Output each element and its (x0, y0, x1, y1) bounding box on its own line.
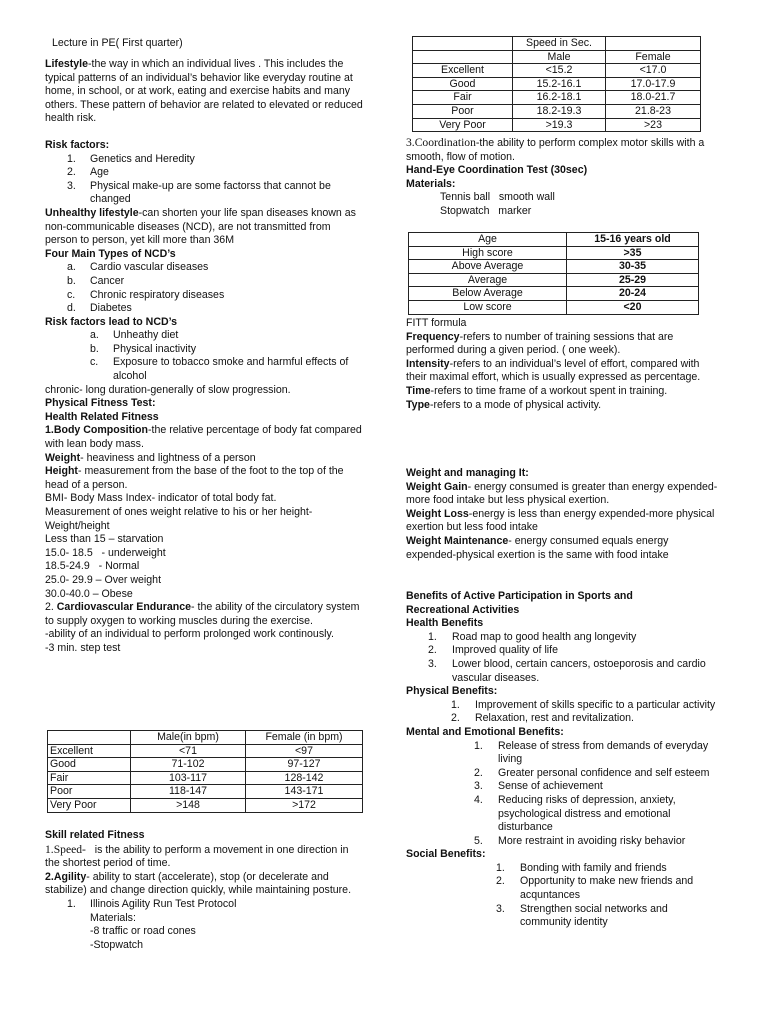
benefits-heading: Benefits of Active Participation in Sports and Recreational Activities (406, 590, 633, 616)
ncd-types-heading: Four Main Types of NCD’s (45, 247, 176, 260)
agility-definition: 2.Agility- ability to start (accelerate), stop (or decelerate and stabilize) and change direction quickly, while maintaining posture. (45, 870, 352, 897)
hand-eye-heading: Hand-Eye Coordination Test (30sec) (406, 164, 588, 177)
table-row: High score >35 (409, 246, 699, 260)
list-item: b. Cancer (67, 274, 125, 287)
list-item: 1. Release of stress from demands of everyday living (474, 739, 709, 766)
bmi-range: 25.0- 29.9 – Over weight (45, 573, 162, 586)
list-item: 1. Genetics and Heredity (67, 152, 195, 165)
list-item: 2. Greater personal confidence and self esteem (474, 766, 710, 779)
step-test-label: -3 min. step test (45, 641, 121, 654)
list-item: a. Cardio vascular diseases (67, 261, 209, 274)
ncd-risk-list (45, 329, 363, 383)
table-row: Fair 16.2-18.1 18.0-21.7 (413, 91, 701, 105)
mental-benefits-heading: Mental and Emotional Benefits: (406, 725, 564, 738)
list-item: 3. Strengthen social networks and community identity (496, 902, 668, 929)
weight-loss: Weight Loss-energy is less than energy expended-more physical exertion but less food intake (406, 507, 715, 534)
list-item: 3. Lower blood, certain cancers, ostoeporosis and cardio vascular diseases. (428, 657, 706, 684)
bmi-range: Less than 15 – starvation (45, 533, 164, 546)
table-row: Fair 103-117 128-142 (48, 771, 363, 785)
bmi-range: 15.0- 18.5 - underweight (45, 546, 166, 559)
list-item: 2. Opportunity to make new friends and acquntances (496, 875, 694, 902)
materials-heading: Materials: (406, 177, 456, 190)
ncd-definition: non-communicable diseases (NCD), are not transmitted from person to person, yet kill more than 36M (45, 220, 331, 247)
age-score-table (408, 232, 699, 315)
weight-definition: Weight- heaviness and lightness of a person (45, 451, 256, 464)
page-title: Lecture in PE( First quarter) (52, 37, 183, 49)
social-benefits-heading: Social Benefits: (406, 848, 486, 861)
list-item: b. Physical inactivity (90, 342, 197, 355)
materials-row: Stopwatch marker (440, 204, 532, 217)
frequency-definition: Frequency-refers to number of training sessions that are performed during a given period. ( one week). (406, 330, 674, 357)
risk-factors-list (45, 153, 363, 207)
step-test-table (47, 730, 363, 813)
table-row: Poor 18.2-19.3 21.8-23 (413, 104, 701, 118)
health-benefits-list (406, 631, 721, 685)
table-row: Good 15.2-16.1 17.0-17.9 (413, 77, 701, 91)
bmi-definition: BMI- Body Mass Index- indicator of total body fat. (45, 492, 277, 505)
list-item: 2. Age (67, 166, 109, 179)
materials-row: Tennis ball smooth wall (440, 191, 555, 204)
agility-material-item: -Stopwatch (90, 938, 143, 951)
list-item: c. Chronic respiratory diseases (67, 288, 225, 301)
physical-benefits-list (406, 699, 721, 726)
body-composition: 1.Body Composition-the relative percentage of body fat compared with lean body mass. (45, 424, 362, 451)
cardio-endurance: 2. Cardiovascular Endurance- the ability of the circulatory system to supply oxygen to working muscles during the exercise. (45, 601, 360, 627)
table-row: Low score <20 (409, 300, 699, 314)
table-row: Very Poor >148 >172 (48, 798, 363, 812)
table-header-row: Age 15-16 years old (409, 233, 699, 247)
table-header-row: Male(in bpm) Female (in bpm) (48, 731, 363, 745)
mental-benefits-list (406, 740, 721, 849)
agility-test-list (45, 898, 363, 912)
cardio-ability: -ability of an individual to perform prolonged work continously. (45, 628, 334, 641)
agility-material-item: -8 traffic or road cones (90, 925, 196, 938)
risk-factors-heading: Risk factors: (45, 138, 110, 151)
skill-related-heading: Skill related Fitness (45, 829, 145, 841)
speed-definition: 1.Speed- is the ability to perform a movement in one direction in the shortest period of time. (45, 842, 352, 870)
list-item: 2. Relaxation, rest and revitalization. (451, 712, 634, 725)
health-benefits-heading: Health Benefits (406, 617, 484, 630)
list-item: d. Diabetes (67, 302, 132, 315)
table-row: Excellent <15.2 <17.0 (413, 64, 701, 78)
time-definition: Time-refers to time frame of a workout spent in training. (406, 384, 668, 397)
weight-managing-heading: Weight and managing It: (406, 467, 529, 479)
list-item: 3. Sense of achievement (474, 780, 603, 793)
list-item: 1. Road map to good health ang longevity (428, 630, 637, 643)
coordination-definition: 3.Coordination-the ability to perform complex motor skills with a smooth, flow of motion. (406, 136, 705, 163)
height-definition: Height- measurement from the base of the foot to the top of the head of a person. (45, 465, 344, 491)
table-row: Excellent <71 <97 (48, 744, 363, 758)
list-item: 5. More restraint in avoiding risky behavior (474, 834, 686, 847)
fitt-heading: FITT formula (406, 317, 467, 329)
type-definition: Type-refers to a mode of physical activity. (406, 398, 602, 411)
agility-materials-label: Materials: (90, 911, 136, 924)
hrf-heading: Health Related Fitness (45, 410, 159, 423)
bmi-range: 18.5-24.9 - Normal (45, 560, 140, 573)
list-item: 1. Illinois Agility Run Test Protocol (67, 897, 237, 910)
intensity-definition: Intensity-refers to an individual’s level of effort, compared with their maximal effort, which is usually expressed as percentage. (406, 357, 701, 384)
ncd-types-list (45, 261, 363, 315)
ncd-risk-heading: Risk factors lead to NCD’s (45, 315, 178, 328)
table-row: Above Average 30-35 (409, 260, 699, 274)
social-benefits-list (406, 862, 721, 930)
list-item: 4. Reducing risks of depression, anxiety, psychological distress and emotional disturbance (474, 793, 676, 834)
table-row: Very Poor >19.3 >23 (413, 118, 701, 132)
table-header-row: Male Female (413, 50, 701, 64)
list-item: 1. Bonding with family and friends (496, 861, 667, 874)
list-item: a. Unheathy diet (90, 329, 179, 342)
list-item: 3. Physical make-up are some factorss that cannot be changed (67, 179, 331, 206)
table-row: Good 71-102 97-127 (48, 758, 363, 772)
table-row: Below Average 20-24 (409, 287, 699, 301)
list-item: 2. Improved quality of life (428, 644, 558, 657)
list-item: 1. Improvement of skills specific to a particular activity (451, 698, 716, 711)
lifestyle-definition: Lifestyle-the way in which an individual lives . This includes the typical patterns of an individual’s behavior like everyday routine at home, in school, or at work, eating and exercise habits and many others. These pattern of behavior are related to elevated or reduced health risk. (45, 58, 363, 125)
pft-heading: Physical Fitness Test: (45, 397, 156, 410)
bmi-range: 30.0-40.0 – Obese (45, 587, 133, 600)
unhealthy-lifestyle: Unhealthy lifestyle-can shorten your life span diseases known as (45, 206, 356, 219)
table-row: Poor 118-147 143-171 (48, 785, 363, 799)
table-header-row: Speed in Sec. (413, 37, 701, 51)
bmi-measurement: Measurement of ones weight relative to his or her height- (45, 506, 313, 518)
speed-table (412, 36, 701, 132)
bmi-formula: Weight/height (45, 519, 110, 532)
weight-maintenance: Weight Maintenance- energy consumed equals energy expended-physical exertion is the same with food intake (406, 534, 669, 561)
physical-benefits-heading: Physical Benefits: (406, 685, 498, 698)
chronic-definition: chronic- long duration-generally of slow progression. (45, 383, 291, 396)
table-row: Average 25-29 (409, 273, 699, 287)
list-item: c. Exposure to tobacco smoke and harmful effects of alcohol (90, 356, 349, 383)
weight-gain: Weight Gain- energy consumed is greater than energy expended-more food intake but less physical exertion. (406, 480, 718, 507)
